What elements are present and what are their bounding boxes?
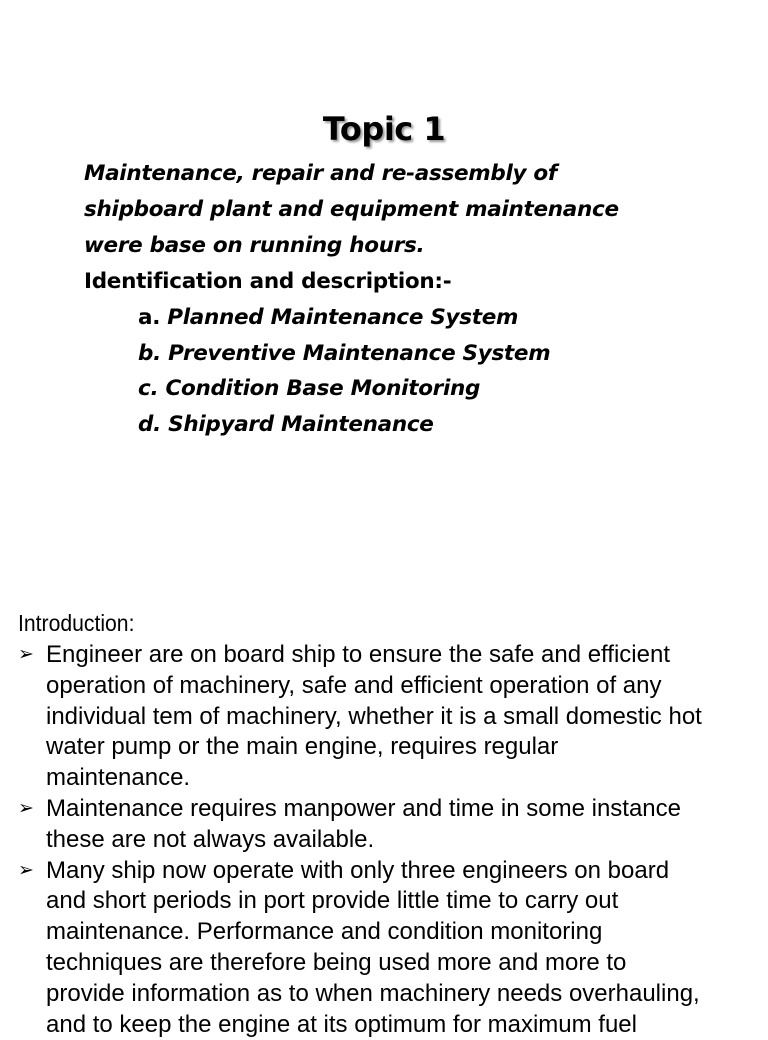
bullet-item: [18, 640, 758, 794]
bullet-line: water pump or the main engine, requires regular: [46, 733, 559, 761]
list-marker: c.: [138, 376, 159, 401]
bullet-item: [18, 856, 758, 1040]
list-marker: a.: [138, 305, 161, 330]
list-item: [138, 336, 550, 372]
list-item-text: Planned Maintenance System: [167, 305, 519, 330]
bullet-item: [18, 794, 758, 856]
page-title: Topic 1: [322, 110, 446, 148]
arrow-bullet-icon: ➢: [18, 859, 34, 881]
slide-introduction: [0, 606, 768, 1038]
bullet-line: operation of machinery, safe and efficient operation of any: [46, 671, 662, 699]
maintenance-types-list: [138, 300, 550, 442]
list-marker: b.: [138, 340, 161, 366]
list-item: [138, 371, 550, 407]
bullet-line: and short periods in port provide little time to carry out: [46, 887, 619, 915]
identification-heading: Identification and description:-: [84, 269, 452, 294]
bullet-line: Maintenance requires manpower and time in some instance: [46, 794, 682, 822]
arrow-bullet-icon: ➢: [18, 797, 34, 819]
list-item-text: Preventive Maintenance System: [168, 340, 551, 366]
bullet-line: techniques are therefore being used more and more to: [46, 948, 627, 976]
bullet-line: Engineer are on board ship to ensure the safe and efficient: [46, 641, 670, 668]
list-item-text: Shipyard Maintenance: [168, 411, 434, 437]
list-item: [138, 407, 550, 443]
subtitle-line: shipboard plant and equipment maintenance: [84, 197, 619, 222]
bullet-line: maintenance.: [46, 764, 191, 792]
bullet-line: these are not always available.: [46, 825, 375, 853]
subtitle-line: Maintenance, repair and re-assembly of: [84, 161, 557, 186]
introduction-heading: Introduction:: [18, 610, 135, 636]
list-marker: d.: [138, 411, 161, 437]
bullet-line: maintenance. Performance and condition monitoring: [46, 918, 603, 946]
introduction-bullets: [18, 640, 758, 1040]
bullet-line: Many ship now operate with only three engineers on board: [46, 856, 670, 884]
subtitle-line: were base on running hours.: [84, 233, 425, 258]
bullet-line: provide information as to when machinery needs overhauling,: [46, 979, 700, 1007]
bullet-line: and to keep the engine at its optimum for maximum fuel: [46, 1010, 637, 1038]
bullet-line: individual tem of machinery, whether it is a small domestic hot: [46, 702, 702, 730]
list-item: [138, 300, 550, 336]
arrow-bullet-icon: ➢: [18, 644, 34, 665]
topic-subtitle: [84, 156, 724, 264]
list-item-text: Condition Base Monitoring: [165, 376, 481, 401]
